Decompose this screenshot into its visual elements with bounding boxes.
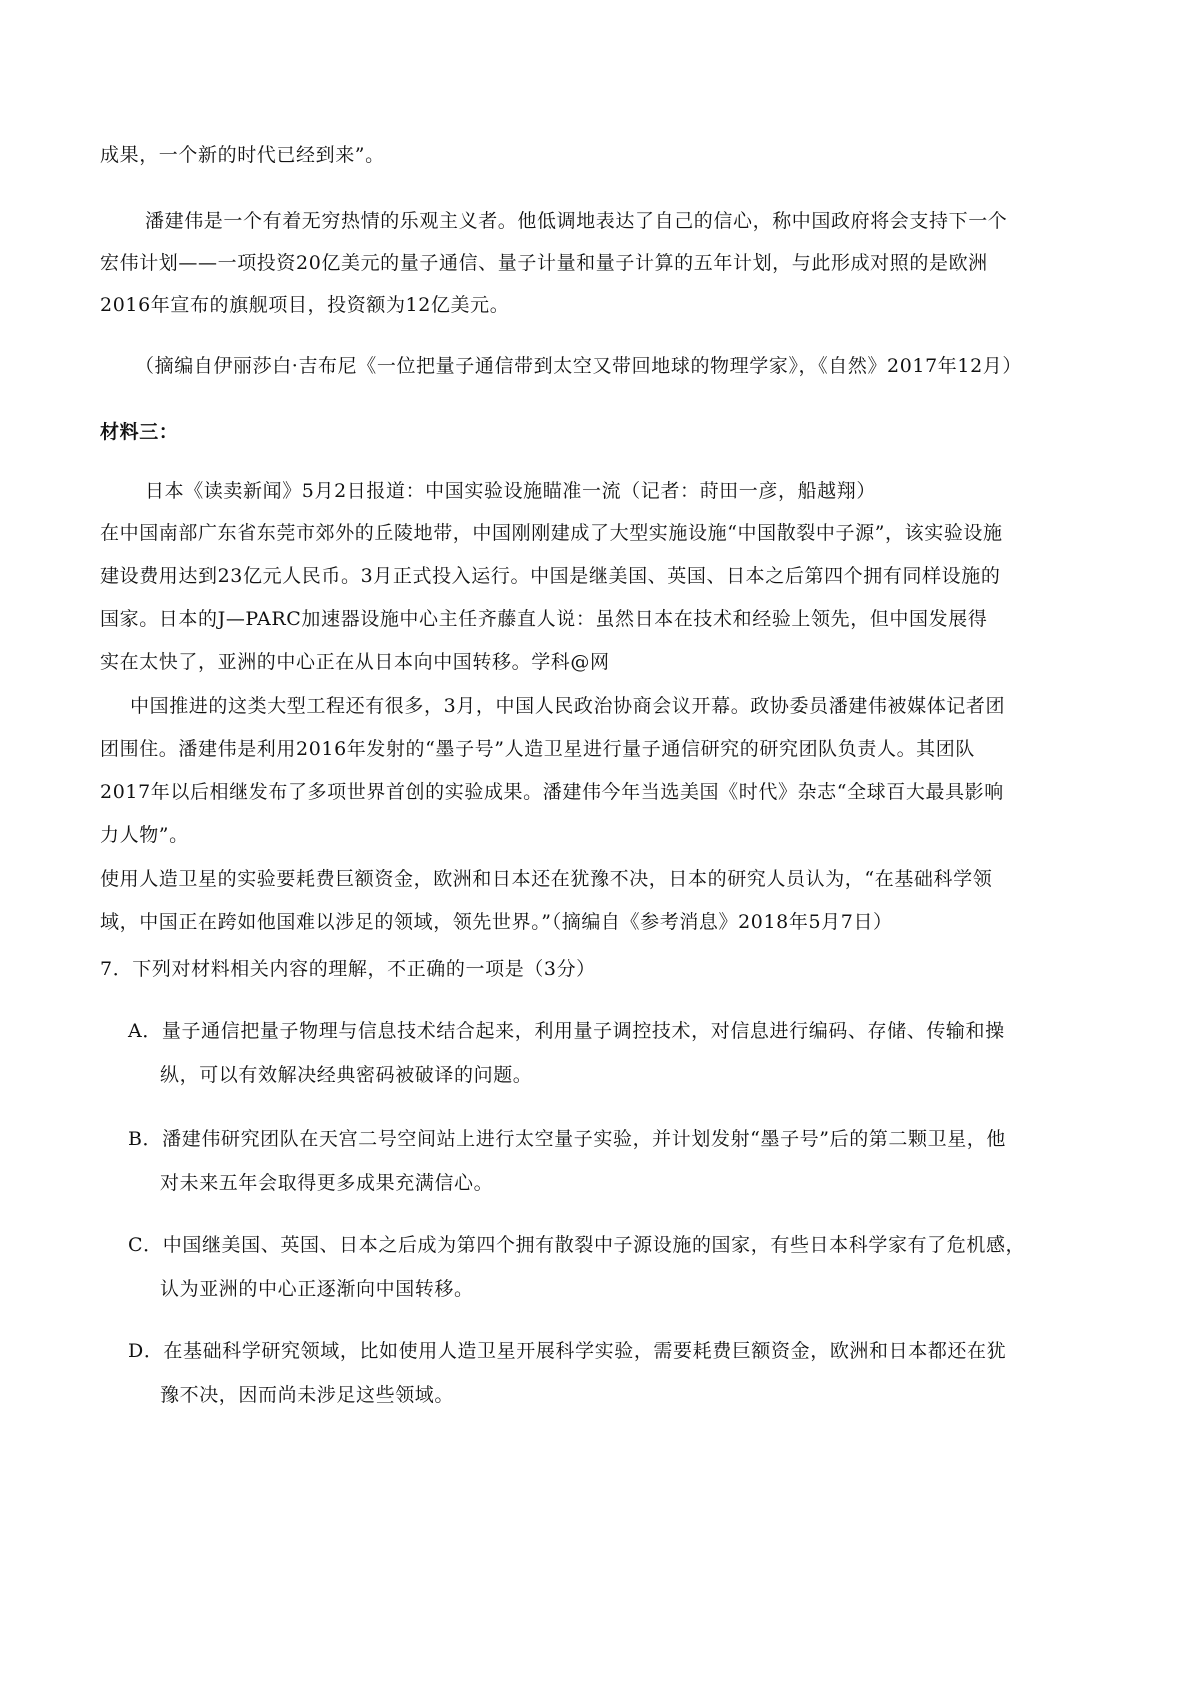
material2-continuation-line: 成果，一个新的时代已经到来”。 bbox=[100, 144, 385, 166]
material3-paragraph-line: 中国推进的这类大型工程还有很多，3月，中国人民政治协商会议开幕。政协委员潘建伟被媒体记者团 bbox=[130, 695, 1006, 717]
option-d-line: D．在基础科学研究领域，比如使用人造卫星开展科学实验，需要耗费巨额资金，欧洲和日本都还在犹 bbox=[128, 1340, 1007, 1362]
material3-headline: 日本《读卖新闻》5月2日报道：中国实验设施瞄准一流（记者：莳田一彦，船越翔） bbox=[145, 480, 876, 502]
material2-paragraph-line: 宏伟计划——一项投资20亿美元的量子通信、量子计量和量子计算的五年计划，与此形成对照的是欧洲 bbox=[100, 252, 988, 274]
material3-paragraph-line: 使用人造卫星的实验要耗费巨额资金，欧洲和日本还在犹豫不决，日本的研究人员认为，“在基础科学领 bbox=[100, 868, 993, 890]
material3-paragraph-line: 实在太快了，亚洲的中心正在从日本向中国转移。学科@网 bbox=[100, 651, 610, 673]
material3-paragraph-line: 团围住。潘建伟是利用2016年发射的“墨子号”人造卫星进行量子通信研究的研究团队负责人。其团队 bbox=[100, 738, 975, 760]
material3-paragraph-line: 在中国南部广东省东莞市郊外的丘陵地带，中国刚刚建成了大型实施设施“中国散裂中子源”，该实验设施 bbox=[100, 522, 1003, 544]
option-c-line: 认为亚洲的中心正逐渐向中国转移。 bbox=[160, 1278, 474, 1300]
option-a-line: 纵，可以有效解决经典密码被破译的问题。 bbox=[160, 1064, 533, 1086]
material3-heading: 材料三： bbox=[100, 421, 179, 443]
question-stem: 7．下列对材料相关内容的理解，不正确的一项是（3分） bbox=[100, 958, 596, 980]
material3-paragraph-line: 域，中国正在跨如他国难以涉足的领域，领先世界。”（摘编自《参考消息》2018年5月7日） bbox=[100, 911, 893, 933]
material3-paragraph-line: 2017年以后相继发布了多项世界首创的实验成果。潘建伟今年当选美国《时代》杂志“全球百大最具影响 bbox=[100, 781, 1004, 803]
option-b-line: 对未来五年会取得更多成果充满信心。 bbox=[160, 1172, 494, 1194]
material3-paragraph-line: 国家。日本的J—PARC加速器设施中心主任齐藤直人说：虽然日本在技术和经验上领先，但中国发展得 bbox=[100, 608, 988, 630]
material3-paragraph-line: 建设费用达到23亿元人民币。3月正式投入运行。中国是继美国、英国、日本之后第四个拥有同样设施的 bbox=[100, 565, 1001, 587]
option-c-line: C．中国继美国、英国、日本之后成为第四个拥有散裂中子源设施的国家，有些日本科学家有了危机感， bbox=[128, 1234, 1026, 1256]
option-d-line: 豫不决，因而尚未涉足这些领域。 bbox=[160, 1384, 455, 1406]
material3-paragraph-line: 力人物”。 bbox=[100, 824, 189, 846]
option-b-line: B．潘建伟研究团队在天宫二号空间站上进行太空量子实验，并计划发射“墨子号”后的第二颗卫星，他 bbox=[128, 1128, 1006, 1150]
material2-paragraph-line: 2016年宣布的旗舰项目，投资额为12亿美元。 bbox=[100, 294, 510, 316]
material2-source-citation: （摘编自伊丽莎白·吉布尼《一位把量子通信带到太空又带回地球的物理学家》，《自然》2017年12月） bbox=[135, 355, 1022, 377]
material2-paragraph-line: 潘建伟是一个有着无穷热情的乐观主义者。他低调地表达了自己的信心，称中国政府将会支持下一个 bbox=[145, 210, 1008, 232]
option-a-line: A．量子通信把量子物理与信息技术结合起来，利用量子调控技术，对信息进行编码、存储、传输和操 bbox=[128, 1020, 1005, 1042]
